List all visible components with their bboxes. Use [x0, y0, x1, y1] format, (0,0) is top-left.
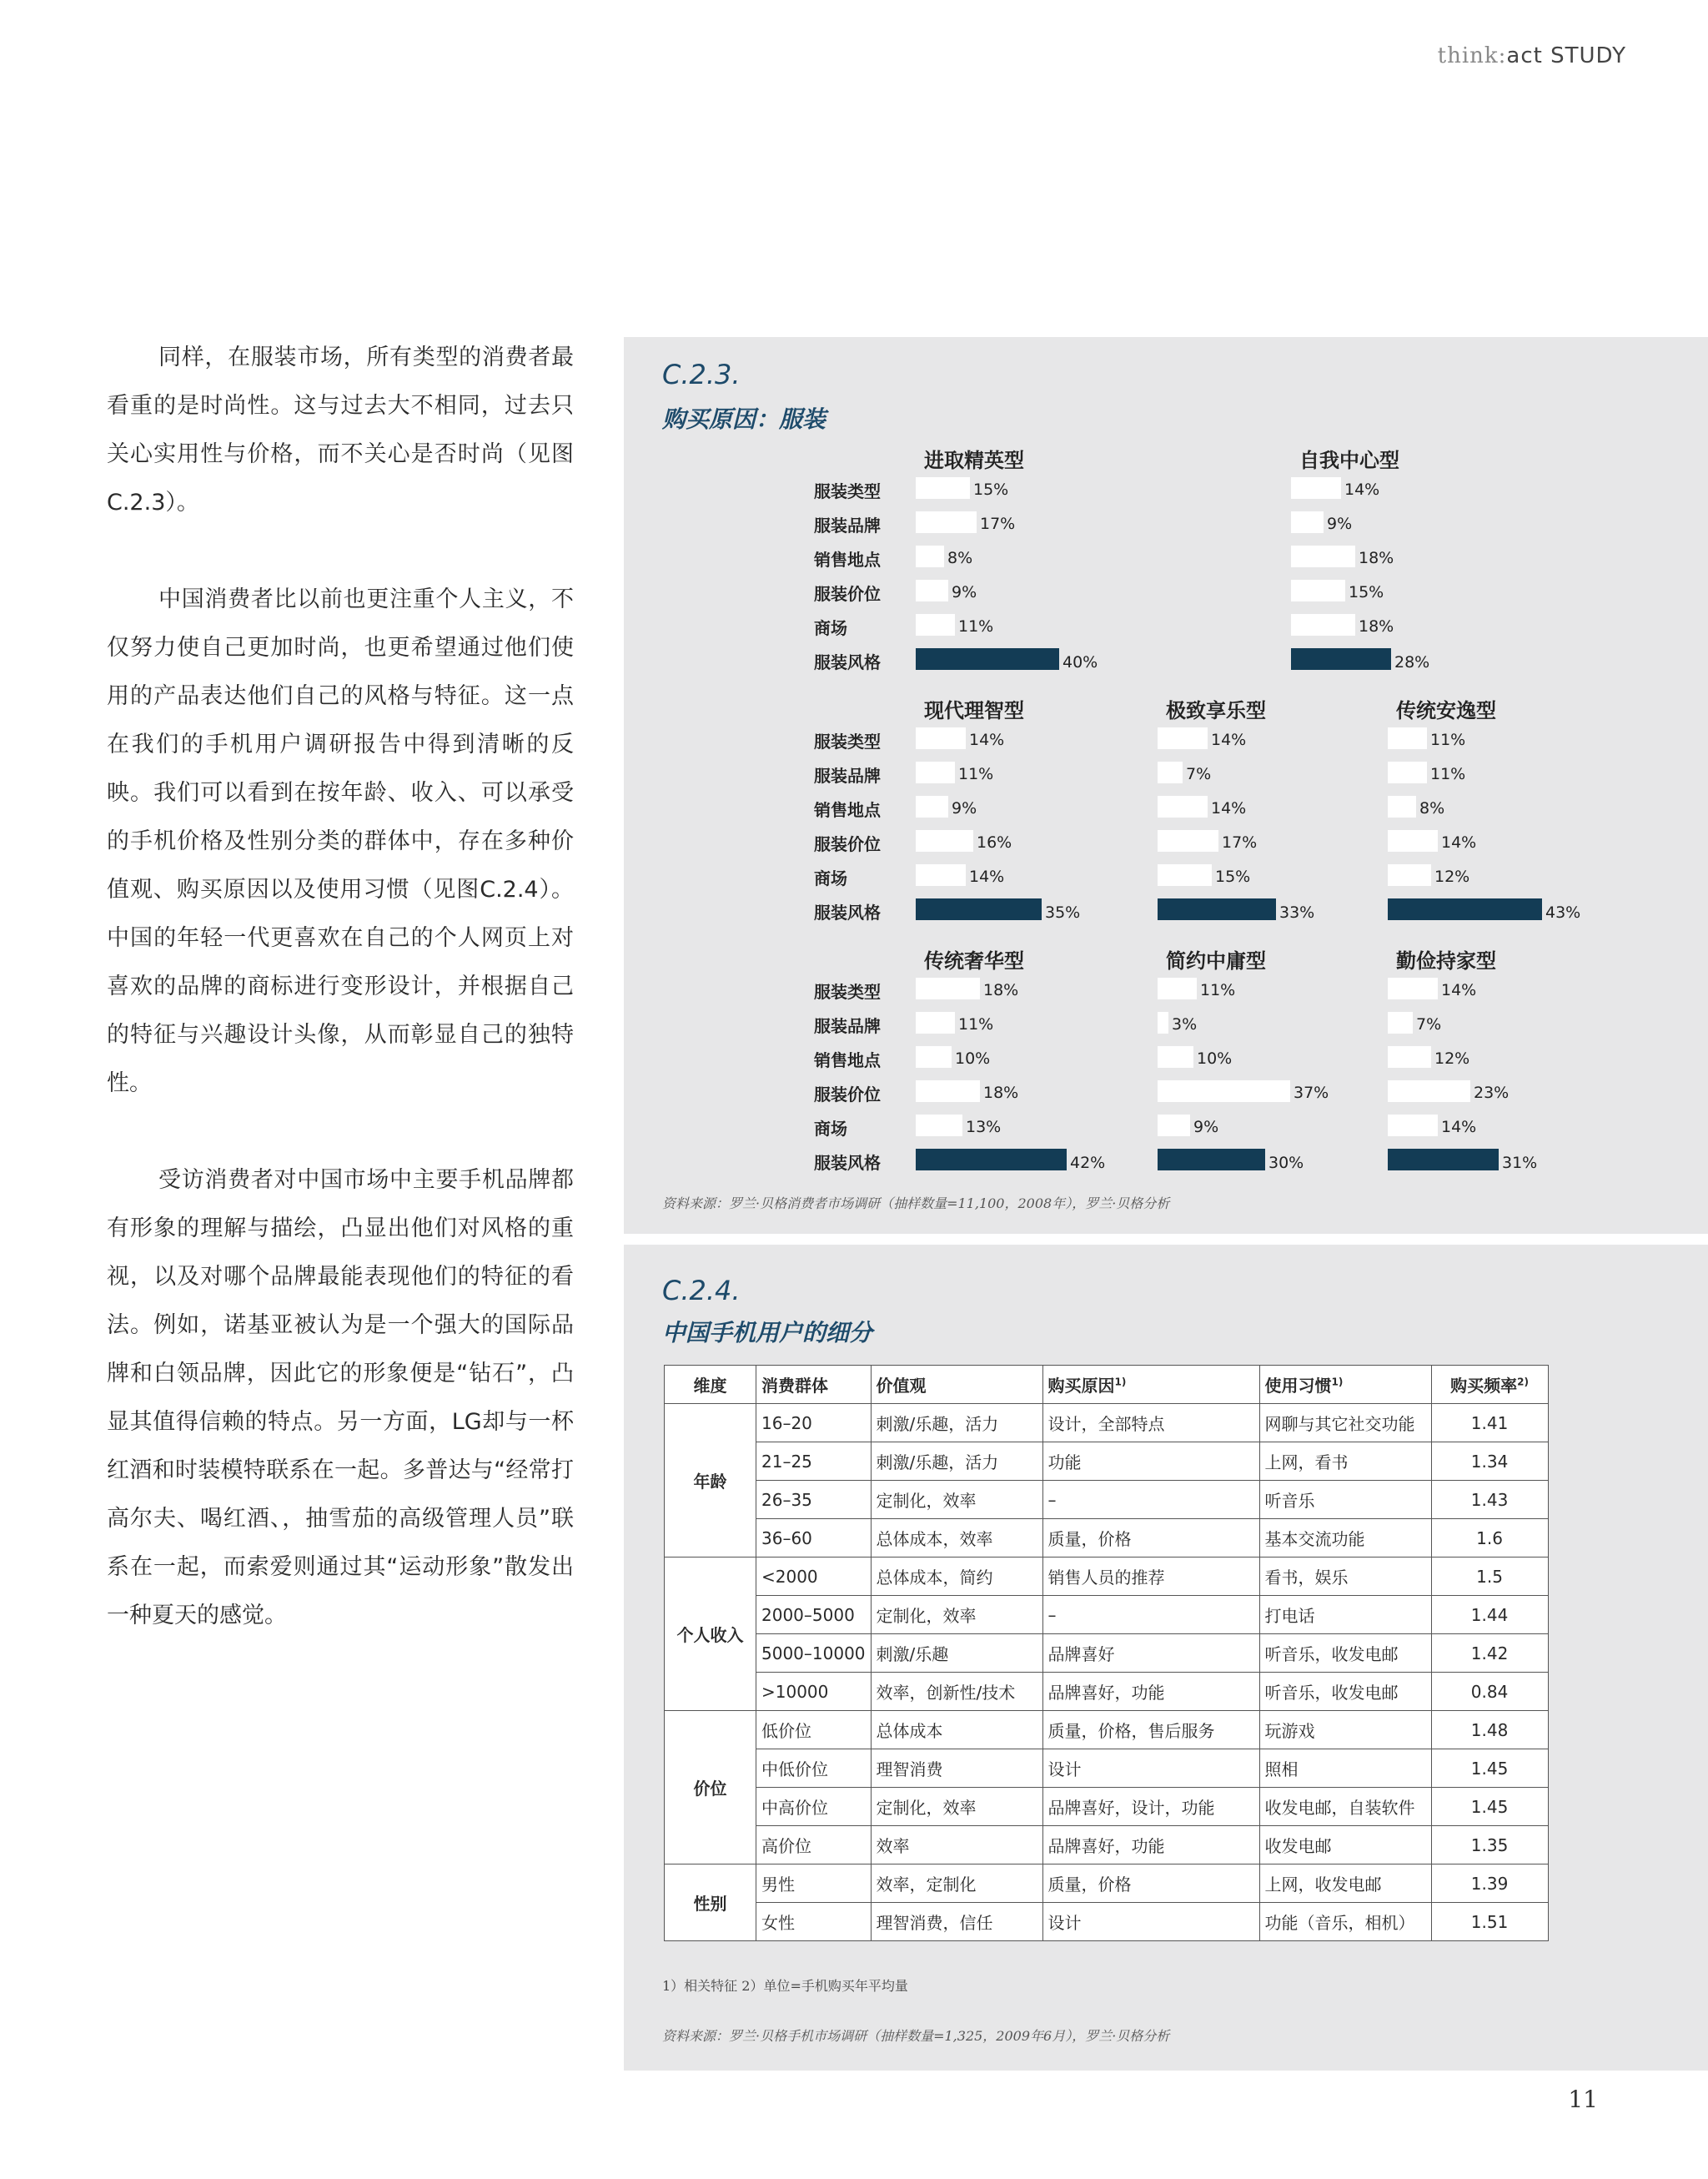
bar-value-label: 31% [1502, 1154, 1538, 1172]
paragraph-2: 中国消费者比以前也更注重个人主义，不仅努力使自己更加时尚，也更希望通过他们使用的产品表达他们自己的风格与特征。这一点在我们的手机用户调研报告中得到清晰的反映。我们可以看到在按年龄、收入、可以承受的手机价格及性别分类的群体中，存在多种价值观、购买原因以及使用习惯（见图C.2.4）。中国的年轻一代更喜欢在自己的个人网页上对喜欢的品牌的商标进行变形设计，并根据自己的特征与兴趣设计头像，从而彰显自己的独特性。 [107, 586, 574, 1096]
bar-value-label: 14% [1211, 799, 1247, 818]
brand-header [1438, 43, 1626, 68]
dimension-cell: 价位 [665, 1711, 756, 1864]
table-row [665, 1673, 1549, 1711]
bar [916, 511, 977, 533]
bar-value-label: 14% [1441, 981, 1477, 999]
frequency-cell: 1.35 [1431, 1826, 1548, 1864]
table-row [665, 1749, 1549, 1788]
usage-habit-cell: 基本交流功能 [1259, 1519, 1431, 1558]
bar-value-label: 9% [952, 799, 977, 818]
header-usage-habit: 使用习惯$^{1)}$ [1259, 1366, 1431, 1404]
table-row [665, 1596, 1549, 1634]
bar-value-label: 18% [983, 1084, 1019, 1102]
bar [1388, 898, 1542, 920]
bar [916, 727, 966, 749]
brand-act-study: act STUDY [1506, 43, 1626, 68]
bar-value-label: 14% [969, 868, 1005, 886]
bar [1291, 477, 1341, 499]
series-title: 进取精英型 [924, 449, 1024, 472]
bar [1388, 1149, 1499, 1170]
bar-value-label: 35% [1045, 903, 1081, 922]
bar-value-label: 14% [1344, 481, 1380, 499]
bar [1291, 546, 1355, 567]
usage-habit-cell: 上网，看书 [1259, 1442, 1431, 1481]
category-label: 服装类型 [814, 732, 881, 752]
bar-value-label: 3% [1172, 1015, 1198, 1034]
values-cell: 理智消费，信任 [871, 1903, 1042, 1941]
usage-habit-cell: 收发电邮，自装软件 [1259, 1788, 1431, 1826]
bar-value-label: 9% [1327, 515, 1353, 533]
bar-value-label: 9% [1193, 1118, 1219, 1136]
bar [916, 762, 955, 783]
purchase-reason-cell: – [1042, 1596, 1259, 1634]
bar [916, 580, 948, 601]
segment-cell: 高价位 [756, 1826, 872, 1864]
bar-value-label: 40% [1062, 653, 1098, 672]
bar-value-label: 7% [1416, 1015, 1442, 1034]
bar [916, 648, 1059, 670]
frequency-cell: 1.43 [1431, 1481, 1548, 1519]
frequency-cell: 1.42 [1431, 1634, 1548, 1673]
purchase-reason-cell: 功能 [1042, 1442, 1259, 1481]
figure-c24-panel [624, 1245, 1708, 2071]
segment-cell: 中低价位 [756, 1749, 872, 1788]
purchase-reason-cell: 设计 [1042, 1903, 1259, 1941]
bar-value-label: 14% [1441, 1118, 1477, 1136]
bar [1388, 1046, 1431, 1068]
category-label: 服装品牌 [814, 766, 881, 786]
bar-value-label: 11% [1200, 981, 1236, 999]
category-label: 服装类型 [814, 481, 881, 501]
frequency-cell: 1.39 [1431, 1864, 1548, 1903]
bar-value-label: 11% [958, 765, 994, 783]
purchase-reason-cell: 质量，价格，售后服务 [1042, 1711, 1259, 1749]
frequency-cell: 1.41 [1431, 1404, 1548, 1442]
purchase-reason-cell: 质量，价格 [1042, 1864, 1259, 1903]
bar [1158, 898, 1276, 920]
usage-habit-cell: 上网，收发电邮 [1259, 1864, 1431, 1903]
brand-think: think: [1437, 43, 1507, 68]
table-row [665, 1404, 1549, 1442]
usage-habit-cell: 打电话 [1259, 1596, 1431, 1634]
values-cell: 总体成本 [871, 1711, 1042, 1749]
figure-number: C.2.4. [662, 1275, 741, 1306]
segment-cell: 2000–5000 [756, 1596, 872, 1634]
bar [1388, 796, 1416, 818]
bar-value-label: 12% [1434, 868, 1470, 886]
category-label: 服装类型 [814, 982, 881, 1002]
bar-value-label: 43% [1545, 903, 1581, 922]
category-label: 服装品牌 [814, 1016, 881, 1036]
usage-habit-cell: 照相 [1259, 1749, 1431, 1788]
bar-value-label: 28% [1394, 653, 1430, 672]
series-title: 简约中庸型 [1166, 949, 1266, 973]
values-cell: 定制化，效率 [871, 1596, 1042, 1634]
category-label: 销售地点 [814, 800, 881, 820]
bar [1158, 727, 1208, 749]
bar-value-label: 10% [1197, 1049, 1233, 1068]
frequency-cell: 1.6 [1431, 1519, 1548, 1558]
bar-value-label: 17% [1222, 833, 1258, 852]
frequency-cell: 1.51 [1431, 1903, 1548, 1941]
category-label: 服装价位 [814, 1084, 881, 1105]
bar [1158, 762, 1183, 783]
values-cell: 理智消费 [871, 1749, 1042, 1788]
bar [1388, 830, 1438, 852]
purchase-reason-cell: 品牌喜好，功能 [1042, 1826, 1259, 1864]
category-label: 服装风格 [814, 1153, 881, 1173]
frequency-cell: 1.45 [1431, 1749, 1548, 1788]
table-row [665, 1788, 1549, 1826]
header-dimension: 维度 [665, 1366, 756, 1404]
bar [1291, 648, 1391, 670]
segment-cell: >10000 [756, 1673, 872, 1711]
usage-habit-cell: 听音乐，收发电邮 [1259, 1673, 1431, 1711]
bar [1291, 511, 1324, 533]
purchase-reason-cell: 设计，全部特点 [1042, 1404, 1259, 1442]
table-row [665, 1826, 1549, 1864]
usage-habit-cell: 听音乐，收发电邮 [1259, 1634, 1431, 1673]
frequency-cell: 1.48 [1431, 1711, 1548, 1749]
table-row [665, 1481, 1549, 1519]
bar-value-label: 18% [983, 981, 1019, 999]
table-row [665, 1711, 1549, 1749]
bar-value-label: 14% [969, 731, 1005, 749]
series-title: 勤俭持家型 [1396, 949, 1496, 973]
bar-value-label: 14% [1211, 731, 1247, 749]
bar [1158, 864, 1212, 886]
bar [1388, 978, 1438, 999]
bar [1158, 796, 1208, 818]
bar [1291, 614, 1355, 636]
values-cell: 总体成本，效率 [871, 1519, 1042, 1558]
series-title: 传统安逸型 [1396, 699, 1496, 722]
bar [916, 898, 1042, 920]
purchase-reason-cell: 设计 [1042, 1749, 1259, 1788]
table-row [665, 1442, 1549, 1481]
bar-value-label: 15% [1215, 868, 1251, 886]
bar [916, 1046, 952, 1068]
frequency-cell: 1.5 [1431, 1558, 1548, 1596]
bar [1158, 1115, 1190, 1136]
frequency-cell: 1.44 [1431, 1596, 1548, 1634]
values-cell: 定制化，效率 [871, 1481, 1042, 1519]
table-row [665, 1903, 1549, 1941]
series-title: 极致享乐型 [1166, 699, 1266, 722]
purchase-reason-cell: – [1042, 1481, 1259, 1519]
bar-value-label: 12% [1434, 1049, 1470, 1068]
usage-habit-cell: 看书，娱乐 [1259, 1558, 1431, 1596]
figure-title: 购买原因：服装 [662, 405, 826, 433]
segment-cell: 男性 [756, 1864, 872, 1903]
series-title: 自我中心型 [1299, 449, 1399, 472]
figure-c23-panel [624, 337, 1708, 1234]
usage-habit-cell: 玩游戏 [1259, 1711, 1431, 1749]
values-cell: 刺激/乐趣，活力 [871, 1442, 1042, 1481]
bar-value-label: 14% [1441, 833, 1477, 852]
purchase-reason-cell: 品牌喜好，设计，功能 [1042, 1788, 1259, 1826]
bar [1388, 1115, 1438, 1136]
bar-value-label: 11% [958, 617, 994, 636]
purchase-reason-cell: 质量，价格 [1042, 1519, 1259, 1558]
values-cell: 定制化，效率 [871, 1788, 1042, 1826]
bar-value-label: 42% [1070, 1154, 1106, 1172]
dimension-cell: 性别 [665, 1864, 756, 1941]
segment-cell: <2000 [756, 1558, 872, 1596]
bar [916, 614, 955, 636]
category-label: 服装风格 [814, 903, 881, 923]
category-label: 服装品牌 [814, 516, 881, 536]
bar [1158, 1046, 1193, 1068]
category-label: 销售地点 [814, 1050, 881, 1070]
table-row [665, 1864, 1549, 1903]
bar [916, 978, 980, 999]
segment-cell: 26–35 [756, 1481, 872, 1519]
bar [1388, 762, 1427, 783]
table-row [665, 1634, 1549, 1673]
header-purchase-frequency: 购买频率$^{2)}$ [1431, 1366, 1548, 1404]
bar-value-label: 15% [973, 481, 1009, 499]
table-header-row [665, 1366, 1549, 1404]
bar [916, 1149, 1067, 1170]
frequency-cell: 0.84 [1431, 1673, 1548, 1711]
bar-value-label: 15% [1349, 583, 1384, 601]
purchase-reason-cell: 品牌喜好 [1042, 1634, 1259, 1673]
bar [1388, 864, 1431, 886]
table-source: 资料来源：罗兰·贝格手机市场调研（抽样数量=1,325，2009年6月），罗兰·贝格分析 [662, 2028, 1170, 2044]
segmentation-table [664, 1365, 1549, 1941]
segment-cell: 中高价位 [756, 1788, 872, 1826]
dimension-cell: 年龄 [665, 1404, 756, 1558]
table-footnote: 1）相关特征 2）单位=手机购买年平均量 [662, 1978, 908, 1994]
frequency-cell: 1.34 [1431, 1442, 1548, 1481]
bar [916, 1080, 980, 1102]
category-label: 服装风格 [814, 652, 881, 672]
category-label: 服装价位 [814, 584, 881, 604]
series-title: 现代理智型 [924, 699, 1024, 722]
bar [916, 546, 944, 567]
purchase-reason-cell: 销售人员的推荐 [1042, 1558, 1259, 1596]
frequency-cell: 1.45 [1431, 1788, 1548, 1826]
body-text-column [107, 334, 574, 1688]
bar-value-label: 8% [1419, 799, 1445, 818]
bar-value-label: 18% [1359, 617, 1394, 636]
bar-value-label: 16% [977, 833, 1012, 852]
bar-value-label: 8% [947, 549, 973, 567]
purchase-reason-cell: 品牌喜好，功能 [1042, 1673, 1259, 1711]
usage-habit-cell: 功能（音乐，相机） [1259, 1903, 1431, 1941]
bar-value-label: 23% [1474, 1084, 1510, 1102]
category-label: 商场 [814, 868, 847, 888]
bar-value-label: 17% [980, 515, 1016, 533]
segment-cell: 低价位 [756, 1711, 872, 1749]
segment-cell: 21–25 [756, 1442, 872, 1481]
values-cell: 刺激/乐趣 [871, 1634, 1042, 1673]
bar-value-label: 30% [1268, 1154, 1304, 1172]
values-cell: 总体成本，简约 [871, 1558, 1042, 1596]
paragraph-1: 同样，在服装市场，所有类型的消费者最看重的是时尚性。这与过去大不相同，过去只关心实用性与价格，而不关心是否时尚（见图C.2.3）。 [107, 345, 574, 516]
usage-habit-cell: 收发电邮 [1259, 1826, 1431, 1864]
category-label: 销售地点 [814, 550, 881, 570]
bar [1388, 727, 1427, 749]
segment-cell: 36–60 [756, 1519, 872, 1558]
table-row [665, 1558, 1549, 1596]
page-number: 11 [1568, 2086, 1598, 2113]
bar-value-label: 37% [1294, 1084, 1329, 1102]
table-row [665, 1519, 1549, 1558]
figure-title: 中国手机用户的细分 [662, 1319, 873, 1346]
figure-source: 资料来源：罗兰·贝格消费者市场调研（抽样数量=11,100，2008年），罗兰·贝格分析 [662, 1195, 1170, 1211]
bar [1158, 978, 1197, 999]
bar-value-label: 11% [1430, 765, 1466, 783]
values-cell: 效率 [871, 1826, 1042, 1864]
header-values: 价值观 [871, 1366, 1042, 1404]
bar [1388, 1080, 1470, 1102]
bar [916, 477, 970, 499]
header-purchase-reason: 购买原因$^{1)}$ [1042, 1366, 1259, 1404]
bar [1158, 830, 1218, 852]
bar [1158, 1149, 1265, 1170]
bar-value-label: 18% [1359, 549, 1394, 567]
figure-number: C.2.3. [662, 359, 741, 390]
usage-habit-cell: 网聊与其它社交功能 [1259, 1404, 1431, 1442]
bar [1291, 580, 1345, 601]
header-segment: 消费群体 [756, 1366, 872, 1404]
bar-value-label: 11% [1430, 731, 1466, 749]
values-cell: 效率，创新性/技术 [871, 1673, 1042, 1711]
segment-cell: 16–20 [756, 1404, 872, 1442]
bar-value-label: 9% [952, 583, 977, 601]
bar [1388, 1012, 1413, 1034]
bar-value-label: 11% [958, 1015, 994, 1034]
series-title: 传统奢华型 [924, 949, 1024, 973]
usage-habit-cell: 听音乐 [1259, 1481, 1431, 1519]
category-label: 商场 [814, 618, 847, 638]
bar [916, 864, 966, 886]
dimension-cell: 个人收入 [665, 1558, 756, 1711]
bar [916, 1012, 955, 1034]
bar [916, 830, 973, 852]
bar [916, 1115, 962, 1136]
segment-cell: 5000–10000 [756, 1634, 872, 1673]
category-label: 商场 [814, 1119, 847, 1139]
values-cell: 刺激/乐趣，活力 [871, 1404, 1042, 1442]
bar-value-label: 7% [1186, 765, 1212, 783]
bar-value-label: 33% [1279, 903, 1315, 922]
bar-value-label: 10% [955, 1049, 991, 1068]
values-cell: 效率，定制化 [871, 1864, 1042, 1903]
bar-value-label: 13% [966, 1118, 1002, 1136]
segment-cell: 女性 [756, 1903, 872, 1941]
bar [1158, 1080, 1290, 1102]
bar [916, 796, 948, 818]
paragraph-3: 受访消费者对中国市场中主要手机品牌都有形象的理解与描绘，凸显出他们对风格的重视，以及对哪个品牌最能表现他们的特征的看法。例如，诺基亚被认为是一个强大的国际品牌和白领品牌，因此它的形象便是“钻石”，凸显其值得信赖的特点。另一方面，LG却与一杯红酒和时装模特联系在一起。多普达与“经常打高尔夫、喝红酒、，抽雪茄的高级管理人员”联系在一起，而索爱则通过其“运动形象”散发出一种夏天的感觉。 [107, 1167, 574, 1628]
bar [1158, 1012, 1168, 1034]
category-label: 服装价位 [814, 834, 881, 854]
